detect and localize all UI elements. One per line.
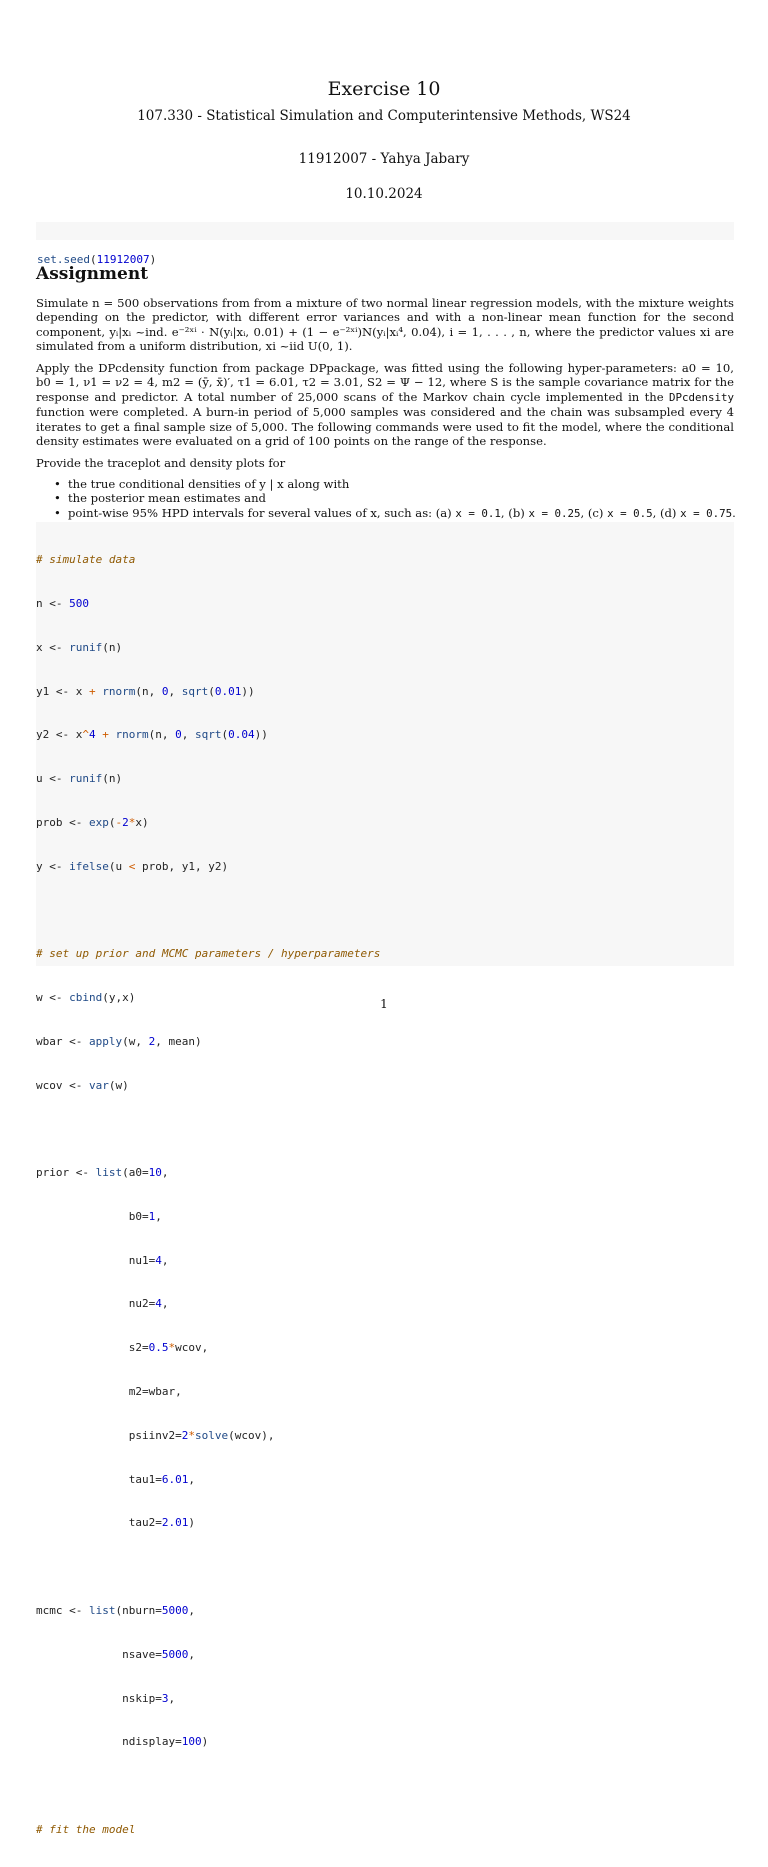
- code-token: <: [128, 859, 136, 873]
- code-line: [36, 1692, 734, 1707]
- code-token: sqrt: [181, 684, 209, 698]
- code-token: 11912007: [96, 253, 150, 267]
- code-token: (: [89, 253, 97, 267]
- document-author: 11912007 - Yahya Jabary: [298, 151, 470, 167]
- code-token: # simulate data: [36, 553, 136, 567]
- code-line: [36, 772, 734, 787]
- list-item-text: , (b): [500, 505, 529, 520]
- code-token: solve: [194, 1428, 229, 1442]
- code-token: 0: [161, 684, 169, 698]
- code-token: 0: [175, 728, 182, 742]
- code-token: 5000: [161, 1603, 189, 1617]
- code-token: *: [128, 815, 136, 829]
- code-token: 2: [181, 1428, 189, 1442]
- code-token: ,: [188, 1647, 195, 1661]
- code-comment: [36, 947, 734, 962]
- code-token: list: [95, 1166, 123, 1180]
- code-token: wbar <-: [36, 1034, 89, 1048]
- code-token: 6.01: [161, 1472, 189, 1486]
- list-item-text: point-wise 95% HPD intervals for several values of x, such as: (a): [68, 505, 456, 520]
- inline-code: x = 0.1: [455, 506, 501, 520]
- code-token: tau1=: [36, 1472, 162, 1486]
- code-token: n <-: [36, 596, 70, 610]
- code-comment: [36, 553, 734, 568]
- code-token: u <-: [36, 772, 70, 786]
- code-token: ,: [161, 1253, 169, 1267]
- inline-code: x = 0.25: [528, 506, 581, 520]
- code-token: list: [88, 1603, 116, 1617]
- code-line: [36, 816, 734, 831]
- code-token: # set up prior and MCMC parameters / hyperparameters: [36, 947, 381, 961]
- code-token: 5000: [161, 1647, 189, 1661]
- code-token: m2=wbar,: [36, 1385, 182, 1399]
- code-token: nu1=: [36, 1253, 156, 1267]
- code-line: [36, 597, 734, 612]
- code-token: +: [88, 684, 96, 698]
- code-token: ): [188, 1516, 195, 1530]
- code-block-model: [36, 522, 734, 1836]
- code-token: apply: [88, 1034, 123, 1048]
- code-line: [36, 1473, 734, 1488]
- code-token: x <-: [36, 640, 70, 654]
- assignment-paragraph-3: Provide the traceplot and density plots for: [36, 456, 286, 470]
- code-token: )): [241, 684, 255, 698]
- code-token: (a0=: [122, 1166, 149, 1180]
- page-number: 1: [380, 997, 388, 1011]
- code-token: 0.04: [228, 728, 255, 742]
- code-token: (w): [108, 1078, 129, 1092]
- list-item-text: .: [732, 505, 736, 520]
- code-token: 4: [88, 728, 96, 742]
- code-token: *: [168, 1341, 176, 1355]
- code-token: prior <-: [36, 1166, 96, 1180]
- code-line: [36, 1210, 734, 1225]
- code-line: [36, 641, 734, 656]
- code-line: [36, 1254, 734, 1269]
- code-token: ,: [155, 1209, 162, 1223]
- code-token: (wcov),: [228, 1428, 275, 1442]
- code-token: (: [221, 728, 229, 742]
- list-item-text: , (d): [652, 505, 681, 520]
- paragraph-text: Apply the DPcdensity function from package DPpackage, was fitted using the following hyper-parameters: a0 = 10, b0 = 1, ν1 = ν2 = 4, m2 = (ȳ, x̄)′, τ1 = 6.01, τ2 = 3.01, S2 = Ψ − 12, where S is the sample covariance matrix for the response and predictor. A total number of 25,000 scans of the Markov chain cycle implemented in the: [36, 361, 734, 404]
- code-blank-line: [36, 903, 734, 918]
- code-token: (n,: [135, 684, 162, 698]
- requirements-list: [50, 477, 740, 521]
- code-token: rnorm: [115, 728, 149, 742]
- code-token: (y,x): [102, 991, 136, 1004]
- code-token: 4: [155, 1297, 162, 1311]
- code-blank-line: [36, 1779, 734, 1794]
- code-token: (u: [108, 859, 129, 873]
- code-line: [36, 1429, 734, 1444]
- list-item: • the posterior mean estimates and: [50, 491, 740, 505]
- code-token: *: [188, 1428, 195, 1442]
- list-item-text: , (c): [580, 505, 608, 520]
- code-token: rnorm: [102, 684, 136, 698]
- code-token: runif: [69, 640, 103, 654]
- code-token: 0.5: [148, 1341, 169, 1355]
- code-token: (n): [102, 640, 123, 654]
- code-comment: [36, 1823, 734, 1838]
- code-line: [36, 1341, 734, 1356]
- code-token: ,: [168, 684, 182, 698]
- code-token: wcov,: [175, 1341, 209, 1355]
- code-token: ,: [188, 1472, 195, 1486]
- code-token: 500: [69, 596, 89, 610]
- code-line: [36, 1385, 734, 1400]
- code-token: 0.01: [214, 684, 242, 698]
- code-line: [36, 1735, 734, 1750]
- code-token: ): [201, 1735, 209, 1749]
- code-token: prob, y1, y2): [135, 859, 229, 873]
- code-token: y <-: [36, 859, 70, 873]
- code-blank-line: [36, 1560, 734, 1575]
- code-token: (: [208, 684, 215, 698]
- code-line: [36, 1297, 734, 1312]
- code-block-seed: [36, 222, 734, 267]
- code-token: ,: [188, 1603, 195, 1617]
- code-token: 100: [181, 1735, 202, 1749]
- code-token: , mean): [155, 1034, 202, 1048]
- code-token: (: [108, 815, 116, 829]
- code-token: +: [102, 728, 109, 742]
- code-token: ): [149, 253, 157, 267]
- code-line: [36, 1516, 734, 1531]
- code-line: [36, 685, 734, 700]
- code-token: ,: [161, 1297, 169, 1311]
- code-token: 4: [155, 1253, 162, 1267]
- code-token: (w,: [122, 1034, 149, 1048]
- code-token: 10: [148, 1166, 162, 1180]
- code-token: x): [135, 815, 149, 829]
- code-line: [36, 728, 734, 743]
- inline-code: DPcdensity: [668, 390, 734, 404]
- code-token: (n): [102, 772, 123, 786]
- code-token: (nburn=: [115, 1603, 162, 1617]
- inline-code: x = 0.5: [607, 506, 653, 520]
- code-token: ndisplay=: [36, 1735, 182, 1749]
- paragraph-text: function were completed. A burn-in period of 5,000 samples was considered and the chain was subsampled every 4 iterates to get a final sample size of 5,000. The following commands were used to fit the model, where the conditional density estimates were evaluated on a grid of 100 points on the range of the response.: [36, 405, 734, 449]
- code-token: set.seed: [37, 253, 90, 267]
- code-token: nu2=: [36, 1297, 156, 1311]
- code-token: # fit the model: [36, 1822, 136, 1836]
- code-line: [36, 1035, 734, 1050]
- code-token: tau2=: [36, 1516, 162, 1530]
- assignment-paragraph-2: [36, 361, 734, 448]
- code-line: [36, 1604, 734, 1619]
- code-token: 2.01: [161, 1516, 189, 1530]
- code-token: ^: [82, 728, 89, 742]
- list-item: • the true conditional densities of y | x along with: [50, 477, 740, 491]
- code-token: 2: [148, 1034, 156, 1048]
- code-token: nsave=: [36, 1647, 162, 1661]
- code-token: (n,: [148, 728, 176, 742]
- code-token: nskip=: [36, 1691, 162, 1705]
- code-token: var: [88, 1078, 109, 1092]
- code-token: sqrt: [194, 728, 222, 742]
- code-token: y2 <- x: [36, 728, 83, 742]
- code-token: ,: [181, 728, 195, 742]
- code-token: -: [115, 815, 123, 829]
- code-token: y1 <- x: [36, 684, 89, 698]
- inline-code: x = 0.75: [680, 506, 733, 520]
- code-token: )): [254, 728, 268, 742]
- document-title: Exercise 10: [327, 78, 441, 100]
- code-line: [36, 860, 734, 875]
- code-blank-line: [36, 1122, 734, 1137]
- code-token: exp: [88, 815, 109, 829]
- code-token: 2: [122, 815, 129, 829]
- code-token: prob <-: [36, 815, 89, 829]
- code-token: runif: [69, 772, 103, 786]
- code-token: ,: [168, 1691, 176, 1705]
- code-token: 3: [161, 1691, 169, 1705]
- document-subtitle: 107.330 - Statistical Simulation and Computerintensive Methods, WS24: [137, 108, 631, 124]
- document-date: 10.10.2024: [345, 186, 423, 202]
- code-token: s2=: [36, 1341, 149, 1355]
- code-line: [36, 1166, 734, 1181]
- assignment-paragraph-1: Simulate n = 500 observations from from a mixture of two normal linear regression models, with the mixture weights depending on the predictor, with different error variances and with a non-linear mean function for the second component, yᵢ|xᵢ ~ind. e⁻²ˣⁱ · N(yᵢ|xᵢ, 0.01) + (1 − e⁻²ˣⁱ)N(yᵢ|xᵢ⁴, 0.04), i = 1, . . . , n, where the predictor values xi are simulated from a uniform distribution, xi ~iid U(0, 1).: [36, 296, 734, 354]
- code-token: cbind: [69, 991, 103, 1004]
- code-line: [36, 1648, 734, 1663]
- code-token: 1: [148, 1209, 156, 1223]
- code-token: mcmc <-: [36, 1603, 89, 1617]
- code-token: ifelse: [69, 859, 109, 873]
- code-token: ,: [161, 1166, 169, 1180]
- section-heading-assignment: Assignment: [36, 264, 149, 284]
- list-item: [50, 506, 740, 521]
- code-token: w <-: [36, 991, 70, 1004]
- code-token: psiinv2=: [36, 1428, 182, 1442]
- code-token: b0=: [36, 1209, 149, 1223]
- code-token: wcov <-: [36, 1078, 89, 1092]
- code-line: [36, 1079, 734, 1094]
